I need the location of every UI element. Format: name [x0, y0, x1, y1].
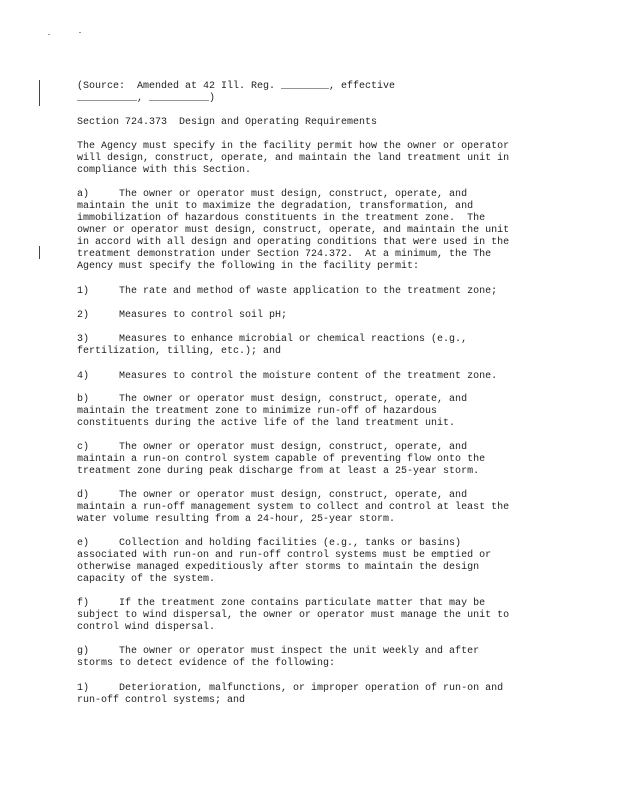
item-a4-line: 4) Measures to control the moisture content of the treatment zone.: [77, 371, 498, 382]
subsection-a-line: Agency must specify the following in the facility permit:: [77, 261, 420, 272]
subsection-d-line: maintain a run-off management system to collect and control at least the: [77, 502, 510, 513]
subsection-g-line: g) The owner or operator must inspect the unit weekly and after: [77, 646, 480, 657]
subsection-a-line: immobilization of hazardous constituents in the treatment zone. The: [77, 213, 486, 224]
revision-bar: [39, 246, 40, 259]
item-a2-line: 2) Measures to control soil pH;: [77, 310, 288, 321]
item-g1-line: 1) Deterioration, malfunctions, or improper operation of run-on and: [77, 683, 504, 694]
scan-speck: [48, 34, 50, 35]
subsection-c-line: maintain a run-on control system capable of preventing flow onto the: [77, 454, 486, 465]
subsection-e-line: associated with run-on and run-off control systems must be emptied or: [77, 550, 492, 561]
item-a1-line: 1) The rate and method of waste application to the treatment zone;: [77, 286, 498, 297]
subsection-c-line: treatment zone during peak discharge from at least a 25-year storm.: [77, 466, 480, 477]
subsection-b-line: b) The owner or operator must design, construct, operate, and: [77, 394, 468, 405]
subsection-b-line: constituents during the active life of the land treatment unit.: [77, 418, 456, 429]
item-a3-line: fertilization, tilling, etc.); and: [77, 346, 282, 357]
subsection-a-line: a) The owner or operator must design, construct, operate, and: [77, 189, 468, 200]
subsection-e-line: capacity of the system.: [77, 574, 216, 585]
intro-line: compliance with this Section.: [77, 165, 252, 176]
subsection-a-line: in accord with all design and operating conditions that were used in the: [77, 237, 510, 248]
item-a3-line: 3) Measures to enhance microbial or chemical reactions (e.g.,: [77, 334, 468, 345]
intro-line: will design, construct, operate, and maintain the land treatment unit in: [77, 153, 510, 164]
subsection-d-line: d) The owner or operator must design, construct, operate, and: [77, 490, 468, 501]
subsection-f-line: control wind dispersal.: [77, 622, 216, 633]
revision-bar: [39, 80, 40, 106]
section-heading: Section 724.373 Design and Operating Requirements: [77, 117, 378, 128]
subsection-e-line: e) Collection and holding facilities (e.g., tanks or basins): [77, 538, 462, 549]
subsection-d-line: water volume resulting from a 24-hour, 25-year storm.: [77, 514, 396, 525]
subsection-e-line: otherwise managed expeditiously after storms to maintain the design: [77, 562, 480, 573]
subsection-a-line: maintain the unit to maximize the degradation, transformation, and: [77, 201, 474, 212]
subsection-b-line: maintain the treatment zone to minimize run-off of hazardous: [77, 406, 438, 417]
source-note-line: (Source: Amended at 42 Ill. Reg. ________, effective: [77, 81, 396, 92]
subsection-a-line: owner or operator must design, construct, operate, and maintain the unit: [77, 225, 510, 236]
item-g1-line: run-off control systems; and: [77, 695, 246, 706]
source-note-line: __________, __________): [77, 93, 216, 104]
subsection-f-line: subject to wind dispersal, the owner or operator must manage the unit to: [77, 610, 510, 621]
subsection-f-line: f) If the treatment zone contains particulate matter that may be: [77, 598, 486, 609]
intro-line: The Agency must specify in the facility permit how the owner or operator: [77, 141, 510, 152]
scan-speck: [79, 32, 81, 33]
subsection-g-line: storms to detect evidence of the following:: [77, 658, 336, 669]
subsection-c-line: c) The owner or operator must design, construct, operate, and: [77, 442, 468, 453]
subsection-a-line: treatment demonstration under Section 724.372. At a minimum, the The: [77, 249, 492, 260]
